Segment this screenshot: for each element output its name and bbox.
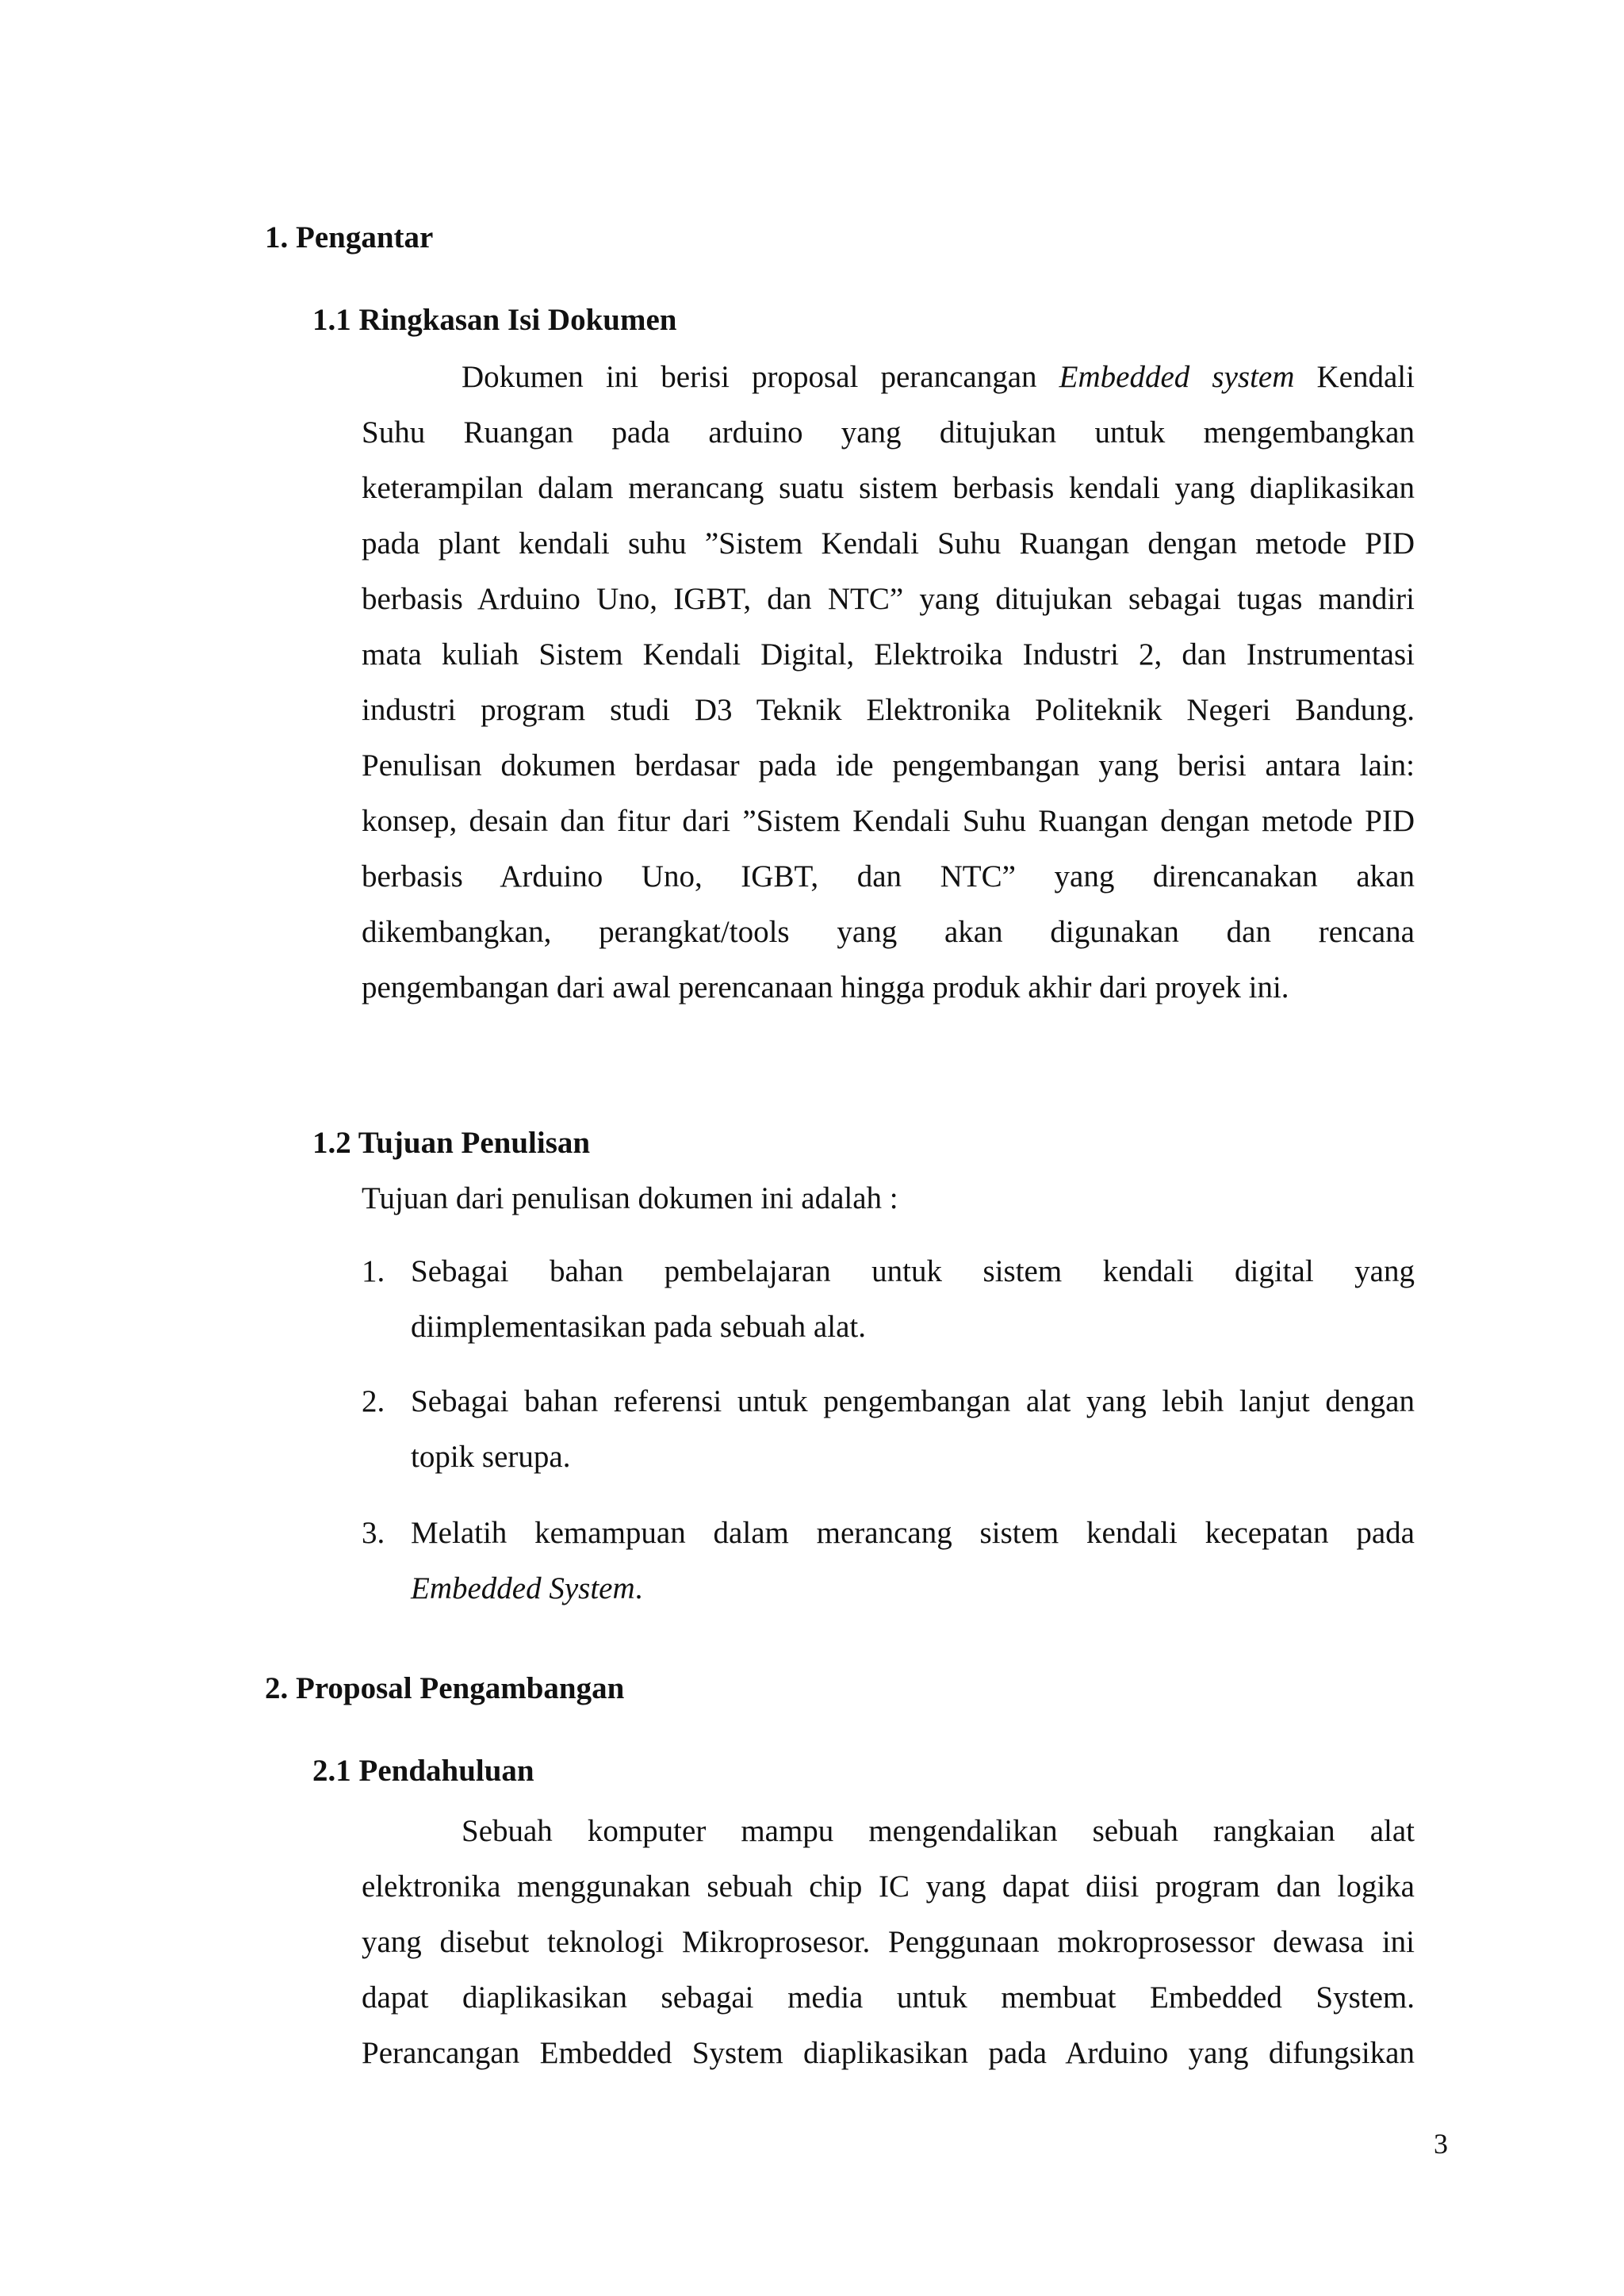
paragraph-line: industri program studi D3 Teknik Elektronika Politeknik Negeri Bandung. (362, 693, 1415, 727)
subsection-1-2-heading: 1.2 Tujuan Penulisan (312, 1126, 591, 1160)
list-number: 1. (362, 1254, 385, 1288)
page-number: 3 (1434, 2128, 1448, 2160)
list-number: 3. (362, 1516, 385, 1550)
subsection-1-1-heading: 1.1 Ringkasan Isi Dokumen (312, 303, 677, 337)
paragraph-line: Dokumen ini berisi proposal perancangan Embedded system Kendali (462, 360, 1415, 394)
paragraph-line: Suhu Ruangan pada arduino yang ditujukan untuk mengembangkan (362, 415, 1415, 450)
paragraph-line: yang disebut teknologi Mikroprosesor. Penggunaan mokroprosessor dewasa ini (362, 1925, 1415, 1959)
list-item-line: Sebagai bahan referensi untuk pengembangan alat yang lebih lanjut dengan (411, 1384, 1415, 1418)
list-item-line: topik serupa. (411, 1440, 571, 1474)
paragraph-line: konsep, desain dan fitur dari ”Sistem Kendali Suhu Ruangan dengan metode PID (362, 804, 1415, 838)
section-1-heading: 1. Pengantar (265, 220, 434, 254)
list-item-line: Melatih kemampuan dalam merancang sistem kendali kecepatan pada (411, 1516, 1415, 1550)
paragraph-line: elektronika menggunakan sebuah chip IC yang dapat diisi program dan logika (362, 1869, 1415, 1904)
paragraph-line: pengembangan dari awal perencanaan hingga produk akhir dari proyek ini. (362, 970, 1289, 1004)
list-item-line: Sebagai bahan pembelajaran untuk sistem kendali digital yang (411, 1254, 1415, 1288)
paragraph-line: Penulisan dokumen berdasar pada ide pengembangan yang berisi antara lain: (362, 748, 1415, 783)
paragraph-line: dapat diaplikasikan sebagai media untuk membuat Embedded System. (362, 1980, 1415, 2015)
list-item-line: Embedded System. (411, 1571, 643, 1605)
paragraph-line: Perancangan Embedded System diaplikasikan pada Arduino yang difungsikan (362, 2036, 1415, 2070)
paragraph-line: dikembangkan, perangkat/tools yang akan digunakan dan rencana (362, 915, 1415, 949)
list-item-line: diimplementasikan pada sebuah alat. (411, 1310, 866, 1344)
paragraph-line: berbasis Arduino Uno, IGBT, dan NTC” yang direncanakan akan (362, 859, 1415, 894)
subsection-2-1-heading: 2.1 Pendahuluan (312, 1754, 534, 1788)
paragraph-line: Sebuah komputer mampu mengendalikan sebuah rangkaian alat (462, 1814, 1415, 1848)
list-number: 2. (362, 1384, 385, 1418)
paragraph-line: berbasis Arduino Uno, IGBT, dan NTC” yang ditujukan sebagai tugas mandiri (362, 582, 1415, 616)
section-2-heading: 2. Proposal Pengambangan (265, 1671, 625, 1705)
list-intro: Tujuan dari penulisan dokumen ini adalah : (362, 1181, 898, 1215)
paragraph-line: pada plant kendali suhu ”Sistem Kendali Suhu Ruangan dengan metode PID (362, 526, 1415, 561)
paragraph-line: keterampilan dalam merancang suatu sistem berbasis kendali yang diaplikasikan (362, 471, 1415, 505)
paragraph-line: mata kuliah Sistem Kendali Digital, Elektroika Industri 2, dan Instrumentasi (362, 637, 1415, 672)
